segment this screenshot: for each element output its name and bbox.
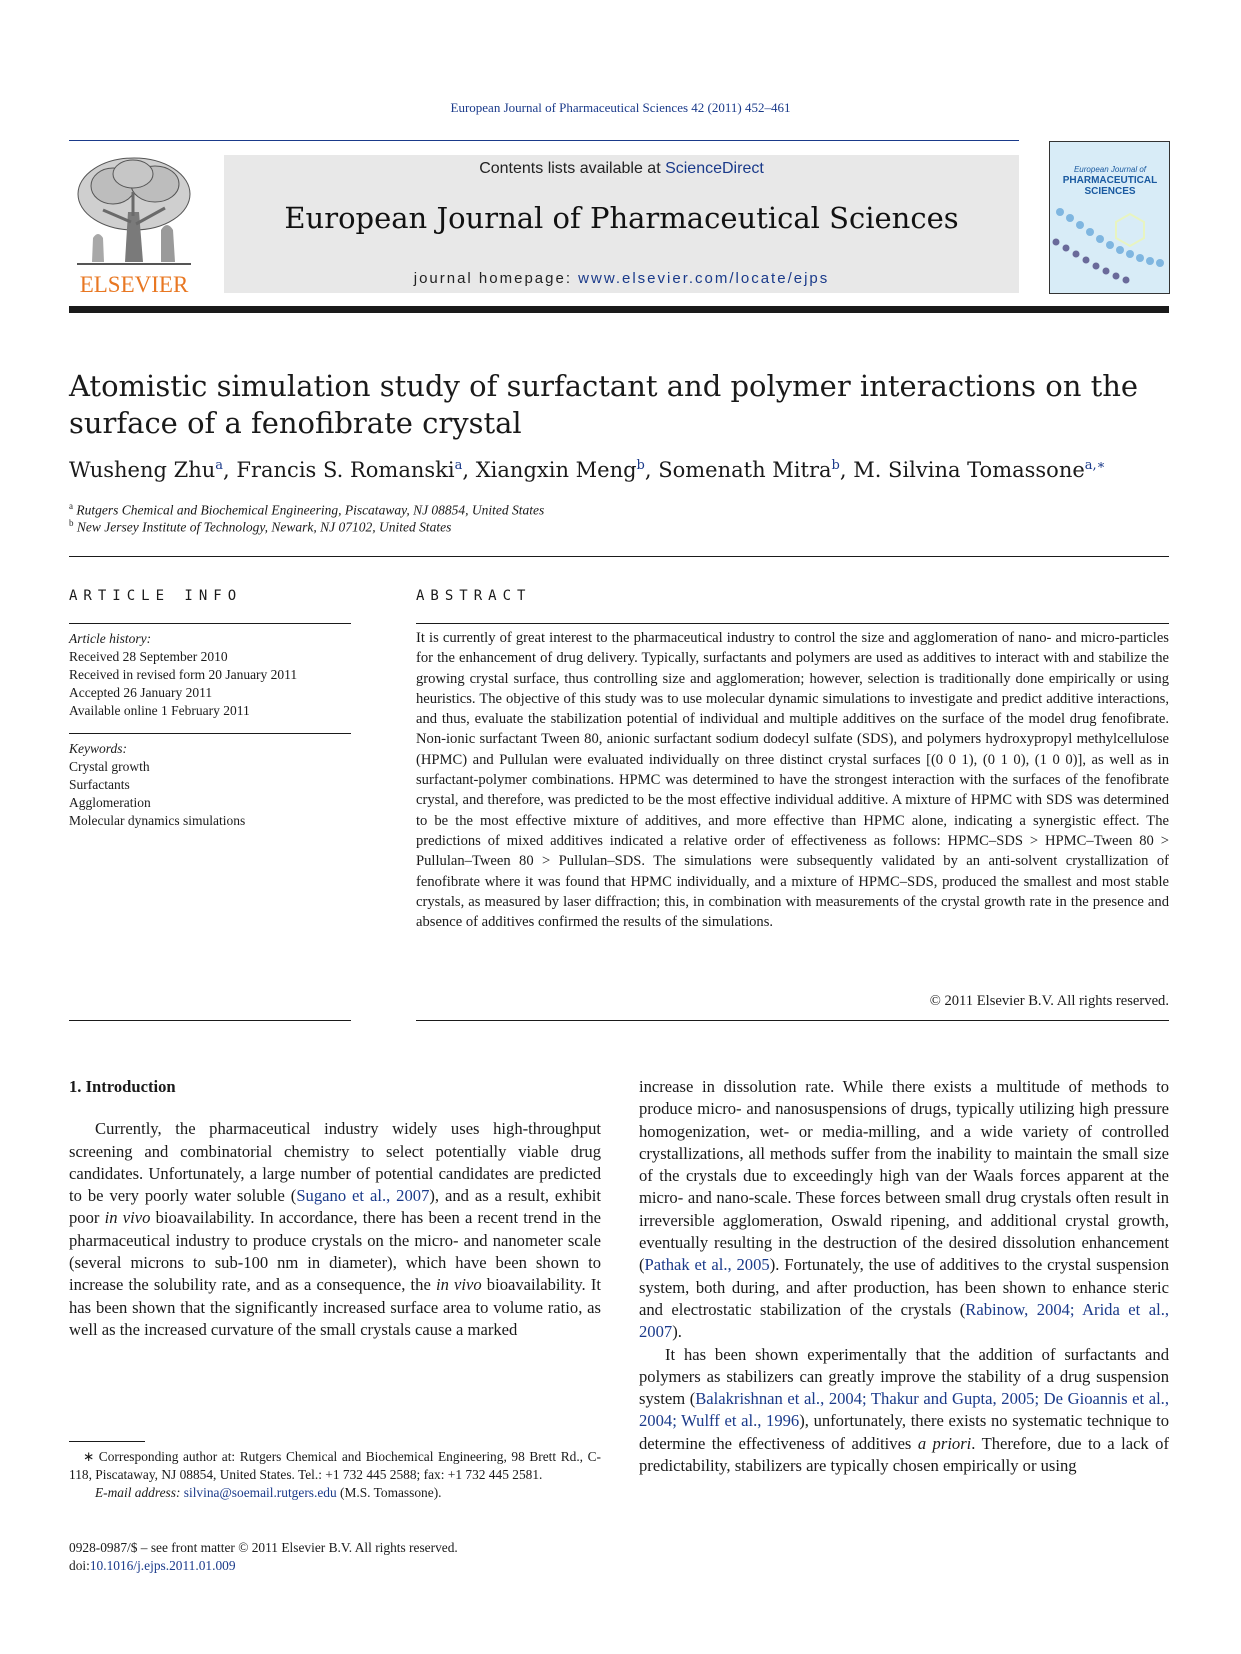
article-info-rule-mid bbox=[69, 733, 351, 734]
cover-molecule-art-icon bbox=[1050, 142, 1169, 293]
citation-link[interactable]: Sugano et al., 2007 bbox=[296, 1186, 430, 1206]
affiliation-a bbox=[69, 501, 544, 519]
author-name[interactable]: Wusheng Zhu bbox=[69, 458, 216, 482]
affiliation-mark[interactable]: b bbox=[636, 458, 645, 473]
article-info-rule-top bbox=[69, 623, 351, 624]
affiliation-letter: a bbox=[69, 501, 73, 511]
abstract-rule-top bbox=[416, 623, 1169, 624]
doi-prefix: doi: bbox=[69, 1558, 90, 1573]
issn-doi-block bbox=[69, 1539, 601, 1575]
email-line bbox=[69, 1484, 601, 1502]
abstract-heading: ABSTRACT bbox=[416, 588, 532, 604]
article-title: Atomistic simulation study of surfactant and polymer interactions on the surface of a fenofibrate crystal bbox=[69, 369, 1139, 440]
affiliation-mark[interactable]: a,∗ bbox=[1084, 458, 1106, 473]
corresponding-author-footnote bbox=[69, 1448, 601, 1502]
journal-title: European Journal of Pharmaceutical Sciences bbox=[284, 201, 959, 235]
issn-line: 0928-0987/$ – see front matter © 2011 Elsevier B.V. All rights reserved. bbox=[69, 1540, 458, 1555]
text-run: Currently, the pharmaceutical industry widely uses high-throughput screening and combinatorial chemistry to select potentially viable drug candidates. Unfortunately, a large number of potential candidates are predicted to be very poorly water soluble ( bbox=[69, 1119, 601, 1206]
elsevier-logo[interactable] bbox=[69, 152, 199, 297]
homepage-prefix: journal homepage: bbox=[413, 270, 579, 287]
keywords-label: Keywords: bbox=[69, 741, 127, 756]
text-run: ), unfortunately, there exists no systematic technique to determine the effectiveness of additives bbox=[639, 1411, 1169, 1453]
contents-line bbox=[224, 160, 1019, 178]
article-history-label: Article history: bbox=[69, 631, 152, 646]
history-item: Accepted 26 January 2011 bbox=[69, 685, 213, 700]
affiliation-text: New Jersey Institute of Technology, Newark, NJ 07102, United States bbox=[76, 519, 452, 535]
affiliation-mark[interactable]: a bbox=[454, 458, 463, 473]
article-info-rule-bottom bbox=[69, 1020, 351, 1021]
cover-line-2: PHARMACEUTICAL bbox=[1062, 175, 1158, 186]
abstract-copyright: © 2011 Elsevier B.V. All rights reserved. bbox=[929, 993, 1169, 1009]
author-name[interactable]: Somenath Mitra bbox=[658, 458, 832, 482]
text-run: ). Fortunately, the use of additives to the crystal suspension system, both during, and after production, has been shown to enhance steric and electrostatic stabilization of the crystals ( bbox=[639, 1255, 1170, 1319]
cover-line-3: SCIENCES bbox=[1084, 186, 1136, 197]
keyword-item: Agglomeration bbox=[69, 795, 151, 810]
citation-link[interactable]: Rabinow, 2004; Arida et al., 2007 bbox=[639, 1299, 1170, 1342]
email-label: E-mail address: bbox=[95, 1485, 184, 1500]
email-suffix: (M.S. Tomassone). bbox=[336, 1485, 442, 1500]
doi-line bbox=[69, 1557, 601, 1575]
body-column-left bbox=[69, 1076, 601, 1341]
cover-line-1: European Journal of bbox=[1073, 165, 1147, 174]
section-title-introduction: 1. Introduction bbox=[69, 1077, 176, 1096]
paragraph bbox=[69, 1118, 601, 1341]
italic-text: a priori bbox=[917, 1433, 972, 1453]
journal-homepage-link[interactable]: www.elsevier.com/locate/ejps bbox=[578, 270, 830, 287]
affiliation-mark[interactable]: b bbox=[831, 458, 840, 473]
text-run: ), and as a result, exhibit poor bbox=[69, 1186, 601, 1228]
author-name[interactable]: Xiangxin Meng bbox=[475, 458, 637, 482]
elsevier-wordmark: ELSEVIER bbox=[79, 272, 189, 297]
paragraph bbox=[639, 1076, 1169, 1344]
elsevier-tree-icon bbox=[73, 152, 195, 272]
history-item: Available online 1 February 2011 bbox=[69, 703, 250, 718]
text-run: ). bbox=[672, 1322, 682, 1342]
masthead-thick-rule bbox=[69, 306, 1169, 313]
doi-link[interactable]: 10.1016/j.ejps.2011.01.009 bbox=[89, 1558, 236, 1573]
italic-text: in vivo bbox=[435, 1275, 482, 1295]
homepage-line bbox=[224, 270, 1019, 287]
footnote-rule bbox=[69, 1441, 145, 1442]
email-link[interactable]: silvina@soemail.rutgers.edu bbox=[183, 1485, 337, 1500]
history-item: Received 28 September 2010 bbox=[69, 649, 228, 664]
affiliation-mark[interactable]: a bbox=[215, 458, 224, 473]
italic-text: in vivo bbox=[104, 1208, 151, 1228]
text-run: . Therefore, due to a lack of predictability, stabilizers are typically chosen empirically or using bbox=[639, 1433, 1169, 1476]
top-rule bbox=[69, 140, 1019, 141]
body-column-right bbox=[639, 1076, 1169, 1477]
affiliation-b bbox=[69, 518, 451, 536]
title-block-rule bbox=[69, 556, 1169, 557]
abstract-text: It is currently of great interest to the pharmaceutical industry to control the size and agglomeration of nano- and micro-particles for the enhancement of drug delivery. Typically, surfactants and polymers are used as additives to interact with and stabilize the growing crystal surface, thus controlling size and agglomeration; however, selection is traditionally done empirically or using heuristics. The objective of this study was to use molecular dynamic simulations to investigate and predict additive interactions, and thus, evaluate the stabilization potential of individual and multiple additives on the surface of the model drug fenofibrate. Non-ionic surfactant Tween 80, anionic surfactant sodium dodecyl sulfate (SDS), and polymers hydroxypropyl methylcellulose (HPMC) and Pullulan were evaluated individually on three distinct crystal surfaces [(0 0 1), (0 1 0), (1 0 0)], as well as in surfactant-polymer combinations. HPMC was determined to have the strongest interaction with the surfaces of the fenofibrate crystal, and therefore, was predicted to be the most effective individual additive. A mixture of HPMC with SDS was determined to be the most effective mixture of additives, and more effective than HPMC alone, indicating a synergistic effect. The predictions of mixed additives indicated a relative order of effectiveness as follows: HPMC–SDS > HPMC–Tween 80 > Pullulan–Tween 80 > Pullulan–SDS. The simulations were subsequently validated by an anti-solvent crystallization of fenofibrate where it was found that HPMC individually, and a mixture of HPMC–SDS, produced the smallest and most stable crystals, as measured by laser diffraction; this, in combination with measurements of the crystal growth rate in the presence and absence of additives confirmed the results of the simulations. bbox=[416, 630, 1169, 931]
keyword-item: Molecular dynamics simulations bbox=[69, 813, 246, 828]
running-header[interactable]: European Journal of Pharmaceutical Sciences 42 (2011) 452–461 bbox=[450, 100, 791, 115]
contents-prefix: Contents lists available at bbox=[479, 160, 666, 177]
history-item: Received in revised form 20 January 2011 bbox=[69, 667, 298, 682]
article-info-heading: ARTICLE INFO bbox=[69, 588, 243, 604]
text-run: increase in dissolution rate. While there exists a multitude of methods to produce micro- and nanosuspensions of drugs, typically utilizing high pressure homogenization, wet- or media-milling, and a wide variety of controlled crystallizations, all methods suffer from the inability to maintain the small size of the crystals due to exceedingly high van der Waals forces apparent at the micro- and nano-scale. These forces between small drug crystals often result in irreversible agglomeration, Oswald ripening, and additional crystal growth, eventually resulting in the destruction of the desired dissolution enhancement ( bbox=[639, 1077, 1169, 1275]
affiliation-text: Rutgers Chemical and Biochemical Engineering, Piscataway, NJ 08854, United States bbox=[76, 502, 545, 518]
paragraph bbox=[639, 1344, 1169, 1478]
article-history bbox=[69, 630, 351, 720]
affiliation-letter: b bbox=[69, 518, 74, 528]
citation-link[interactable]: Pathak et al., 2005 bbox=[644, 1255, 770, 1275]
author-list: Wusheng Zhu$^a$, Francis S. Romanski$^a$, Xiangxin Meng$^b$, Somenath Mitra$^b$, M. Silvina Tomassone$^{a,∗}$ bbox=[69, 458, 1106, 482]
text-run: bioavailability. It has been shown that the significantly increased surface area to volume ratio, as well as the increased curvature of the small crystals cause a marked bbox=[69, 1275, 601, 1339]
keywords bbox=[69, 740, 351, 830]
text-run: bioavailability. In accordance, there has been a recent trend in the pharmaceutical industry to produce crystals on the micro- and nanometer scale (several microns to sub-100 nm in diameter), which have been shown to increase the solubility rate, and as a consequence, the bbox=[69, 1208, 601, 1295]
author-name[interactable]: M. Silvina Tomassone bbox=[853, 458, 1085, 482]
keyword-item: Crystal growth bbox=[69, 759, 150, 774]
journal-cover-thumbnail[interactable] bbox=[1049, 141, 1170, 294]
author-name[interactable]: Francis S. Romanski bbox=[236, 458, 455, 482]
citation-link[interactable]: Balakrishnan et al., 2004; Thakur and Gupta, 2005; De Gioannis et al., 2004; Wulff et al., 1996 bbox=[639, 1389, 1169, 1431]
abstract-rule-bottom bbox=[416, 1020, 1169, 1021]
corresponding-author-text: ∗ Corresponding author at: Rutgers Chemical and Biochemical Engineering, 98 Brett Rd., C-118, Piscataway, NJ 08854, United States. Tel.: +1 732 445 2588; fax: +1 732 445 2581. bbox=[69, 1449, 601, 1482]
sciencedirect-link[interactable]: ScienceDirect bbox=[665, 160, 764, 177]
text-run: It has been shown experimentally that the addition of surfactants and polymers as stabilizers can greatly improve the stability of a drug suspension system ( bbox=[639, 1344, 1169, 1409]
keyword-item: Surfactants bbox=[69, 777, 130, 792]
masthead-box bbox=[224, 155, 1019, 293]
